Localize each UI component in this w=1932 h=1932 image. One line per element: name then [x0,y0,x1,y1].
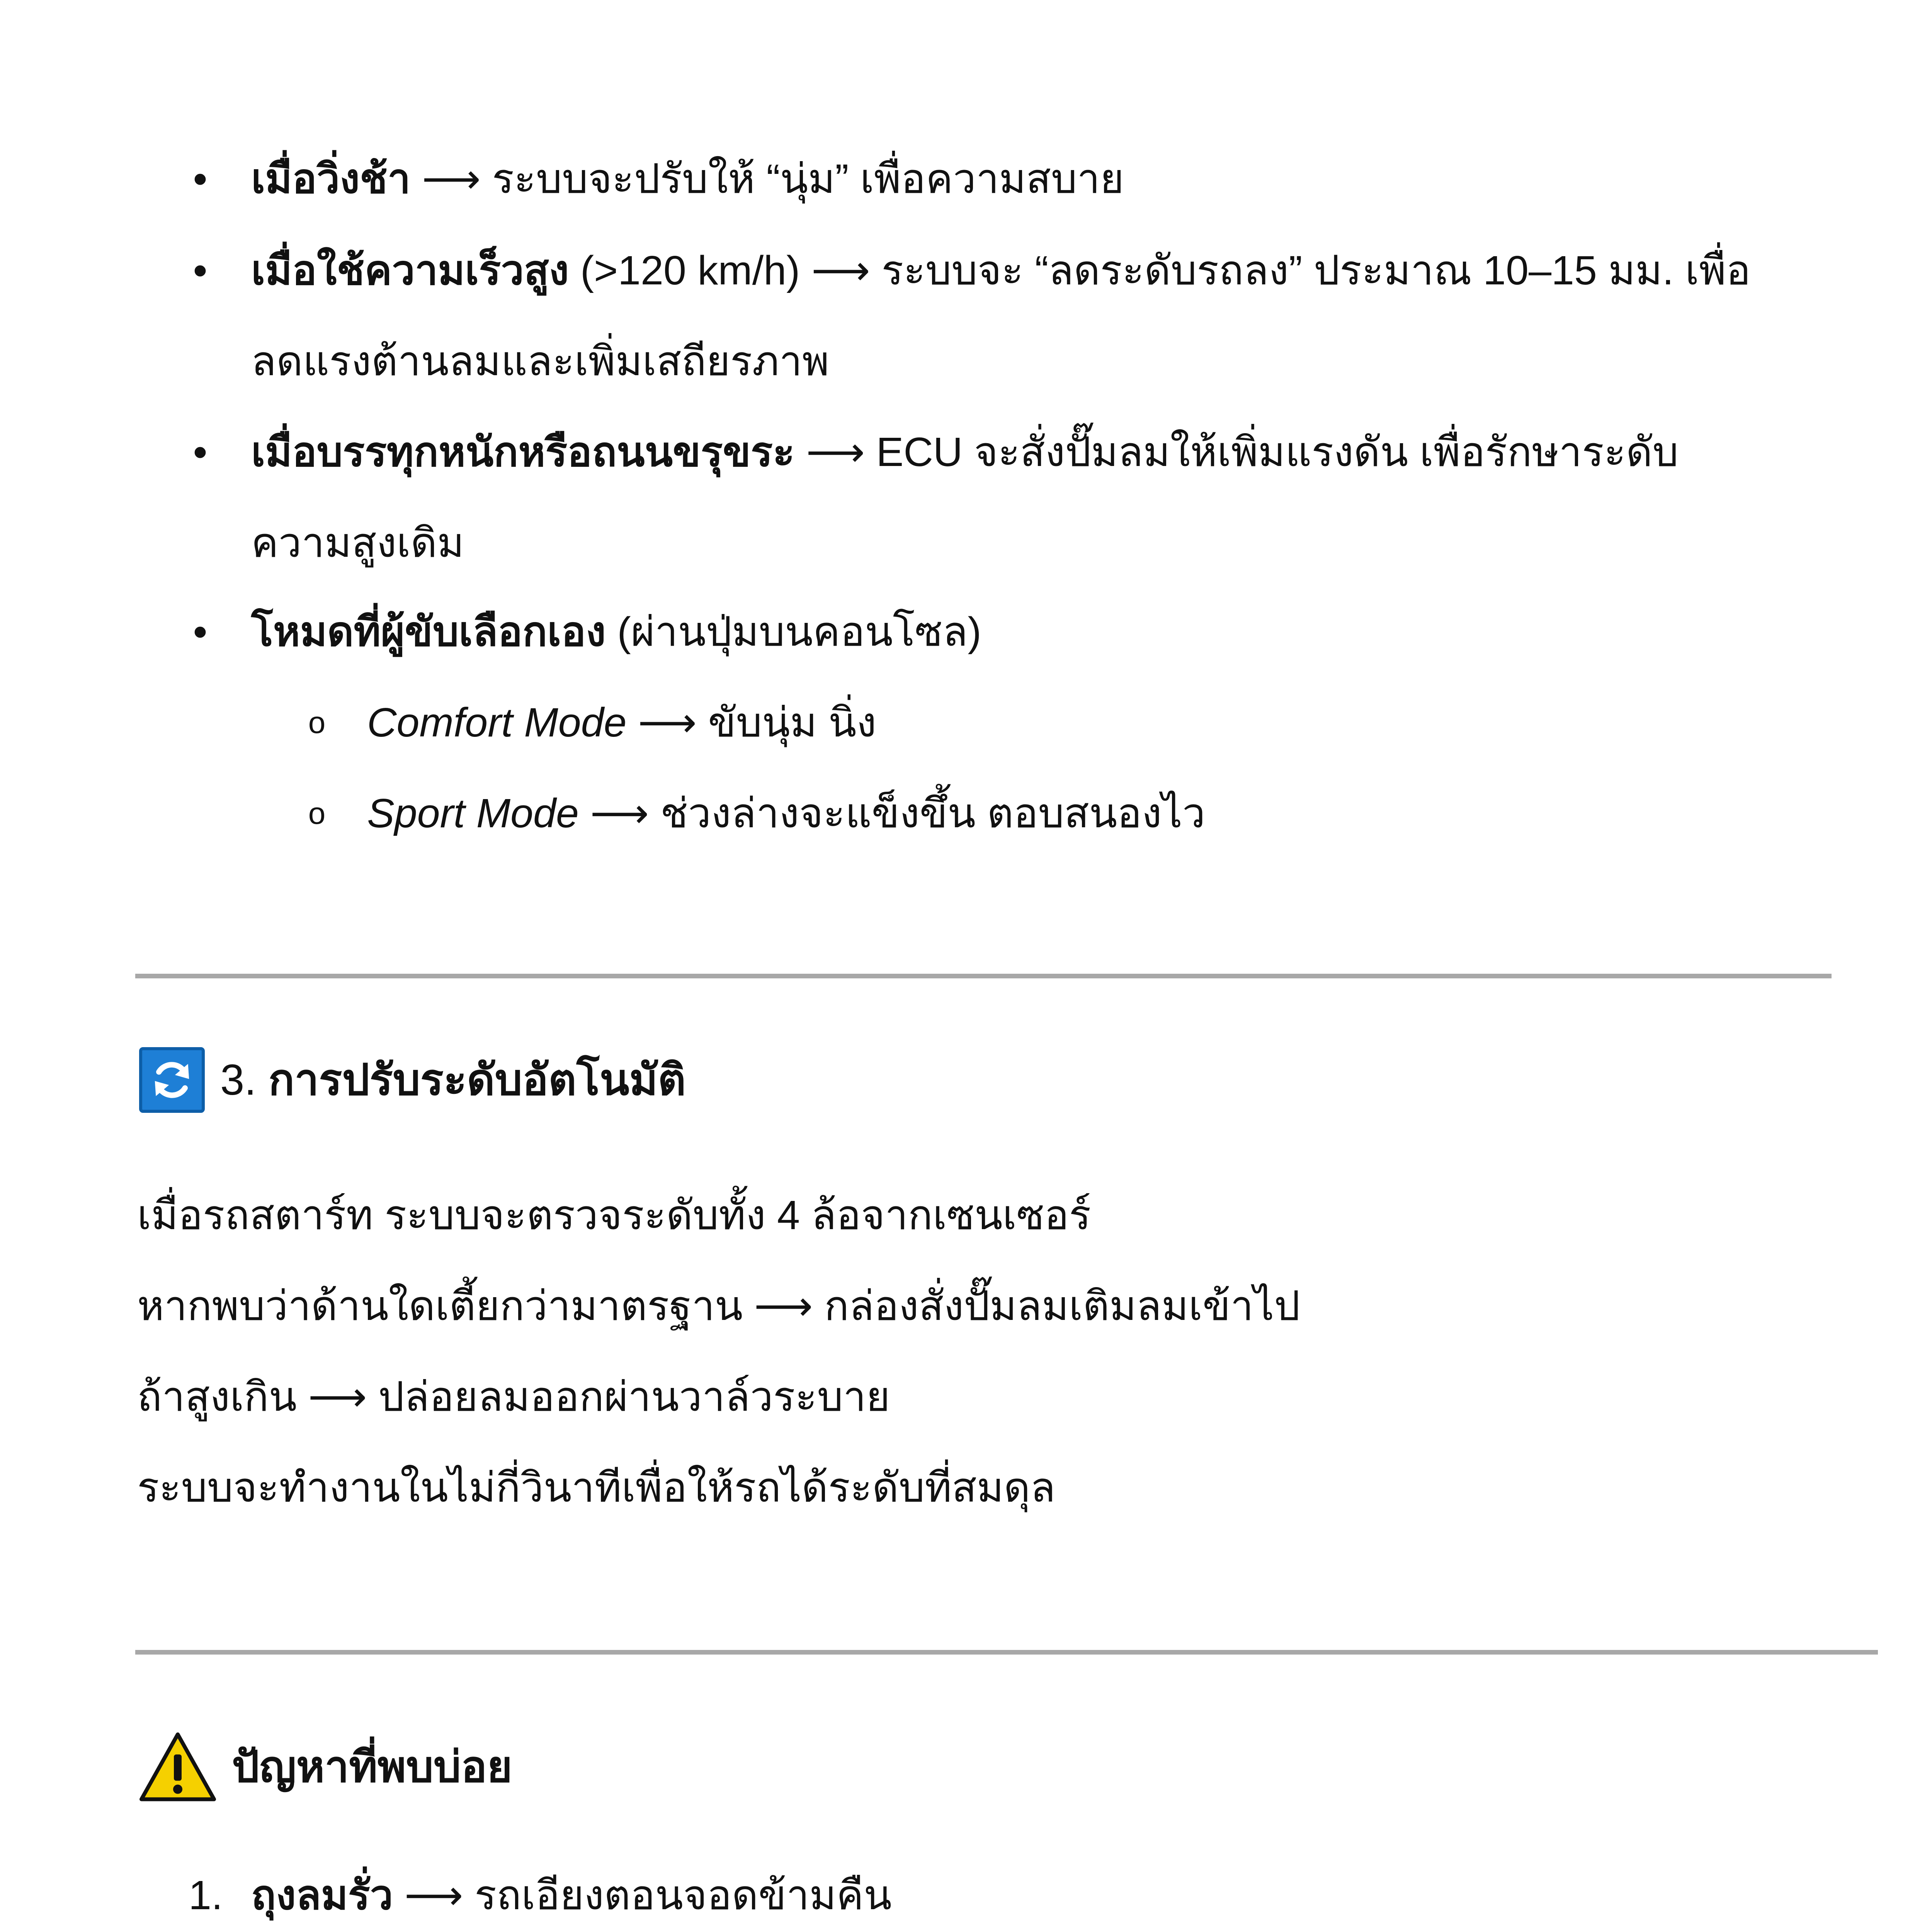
section-heading-problems [139,1731,512,1803]
refresh-icon [139,1047,205,1113]
bullet-marker: • [193,156,207,202]
sub-bullet-marker: o [308,705,326,740]
sub-bullet-marker: o [308,796,326,830]
bullet-text: (ผ่านปุ่มบนคอนโซล) [605,609,981,655]
list-number: 1. [189,1872,223,1918]
problem-label: ถุงลมรั่ว [251,1872,393,1918]
section-heading-auto-level [139,1047,686,1113]
bullet-text: (>120 km/h) ⟶ ระบบจะ “ลดระดับรถลง” ประมาณ 10–15 มม. เพื่อ [569,248,1751,293]
mode-name: Comfort Mode [367,700,627,745]
mode-text: ⟶ ช่วงล่างจะแข็งขึ้น ตอบสนองไว [578,791,1206,836]
refresh-glyph [147,1055,197,1105]
bullet-marker: • [193,248,207,293]
bullet-text: ⟶ ระบบจะปรับให้ “นุ่ม” เพื่อความสบาย [410,156,1124,202]
divider [135,974,1832,978]
bullet-marker: • [193,429,207,475]
section-number: 3. [220,1056,257,1104]
bullet-text: ⟶ ECU จะสั่งปั๊มลมให้เพิ่มแรงดัน เพื่อรักษาระดับ [794,429,1679,475]
bullet-label: เมื่อใช้ความเร็วสูง [251,248,569,293]
bullet-label: เมื่อบรรทุกหนักหรือถนนขรุขระ [251,429,795,475]
divider [135,1650,1878,1655]
bullet-marker: • [193,609,207,655]
section-title: การปรับระดับอัตโนมัติ [268,1056,686,1104]
warning-icon [139,1731,216,1803]
bullet-label: โหมดที่ผู้ขับเลือกเอง [251,609,606,655]
document-page: • เมื่อวิ่งช้า ⟶ ระบบจะปรับให้ “นุ่ม” เพื่อความสบาย • เมื่อใช้ความเร็วสูง (>120 km/h) ⟶ ระบบจะ “ลดระดับรถลง” ประมาณ 10–15 มม. เพื่อ ลดแรงต้านลมและเพิ่มเสถียรภาพ • เมื่อบรรทุกหนักหรือถนนขรุขระ ⟶ ECU จะสั่งปั๊มลมให้เพิ่มแรงดัน เพื่อรักษาระดับ ความสูงเดิม • โหมดที่ผู้ขับเลือกเอง (ผ่านปุ่มบนคอนโซล) o Comfort Mode ⟶ ขับนุ่ม นิ่ง o Sport Mode ⟶ ช่วงล่างจะแข็งขึ้น ตอบสนองไว 3. การปรับระดับอัตโนมัติ เมื่อรถสตาร์ท ระบบจะตรวจระดับทั้ง 4 ล้อจากเซนเซอร์ หากพบว่าด้านใดเตี้ยกว่ามาตรฐาน ⟶ กล่องสั่งปั๊มลมเติมลมเข้าไป ถ้าสูงเกิน ⟶ ปล่อยลมออกผ่านวาล์วระบาย ระบบจะทำงานในไม่กี่วินาทีเพื่อให้รถได้ระดับที่สมดุล ปัญหาที่พบบ่อย 1. ถุงลมรั่ว ⟶ รถเอียงตอนจอดข้ามคืน [0,0,1932,1932]
mode-name: Sport Mode [367,791,579,836]
bullet-label: เมื่อวิ่งช้า [251,156,411,202]
mode-text: ⟶ ขับนุ่ม นิ่ง [626,700,877,745]
problem-text: ⟶ รถเอียงตอนจอดข้ามคืน [393,1872,892,1918]
section-title: ปัญหาที่พบบ่อย [232,1742,512,1791]
